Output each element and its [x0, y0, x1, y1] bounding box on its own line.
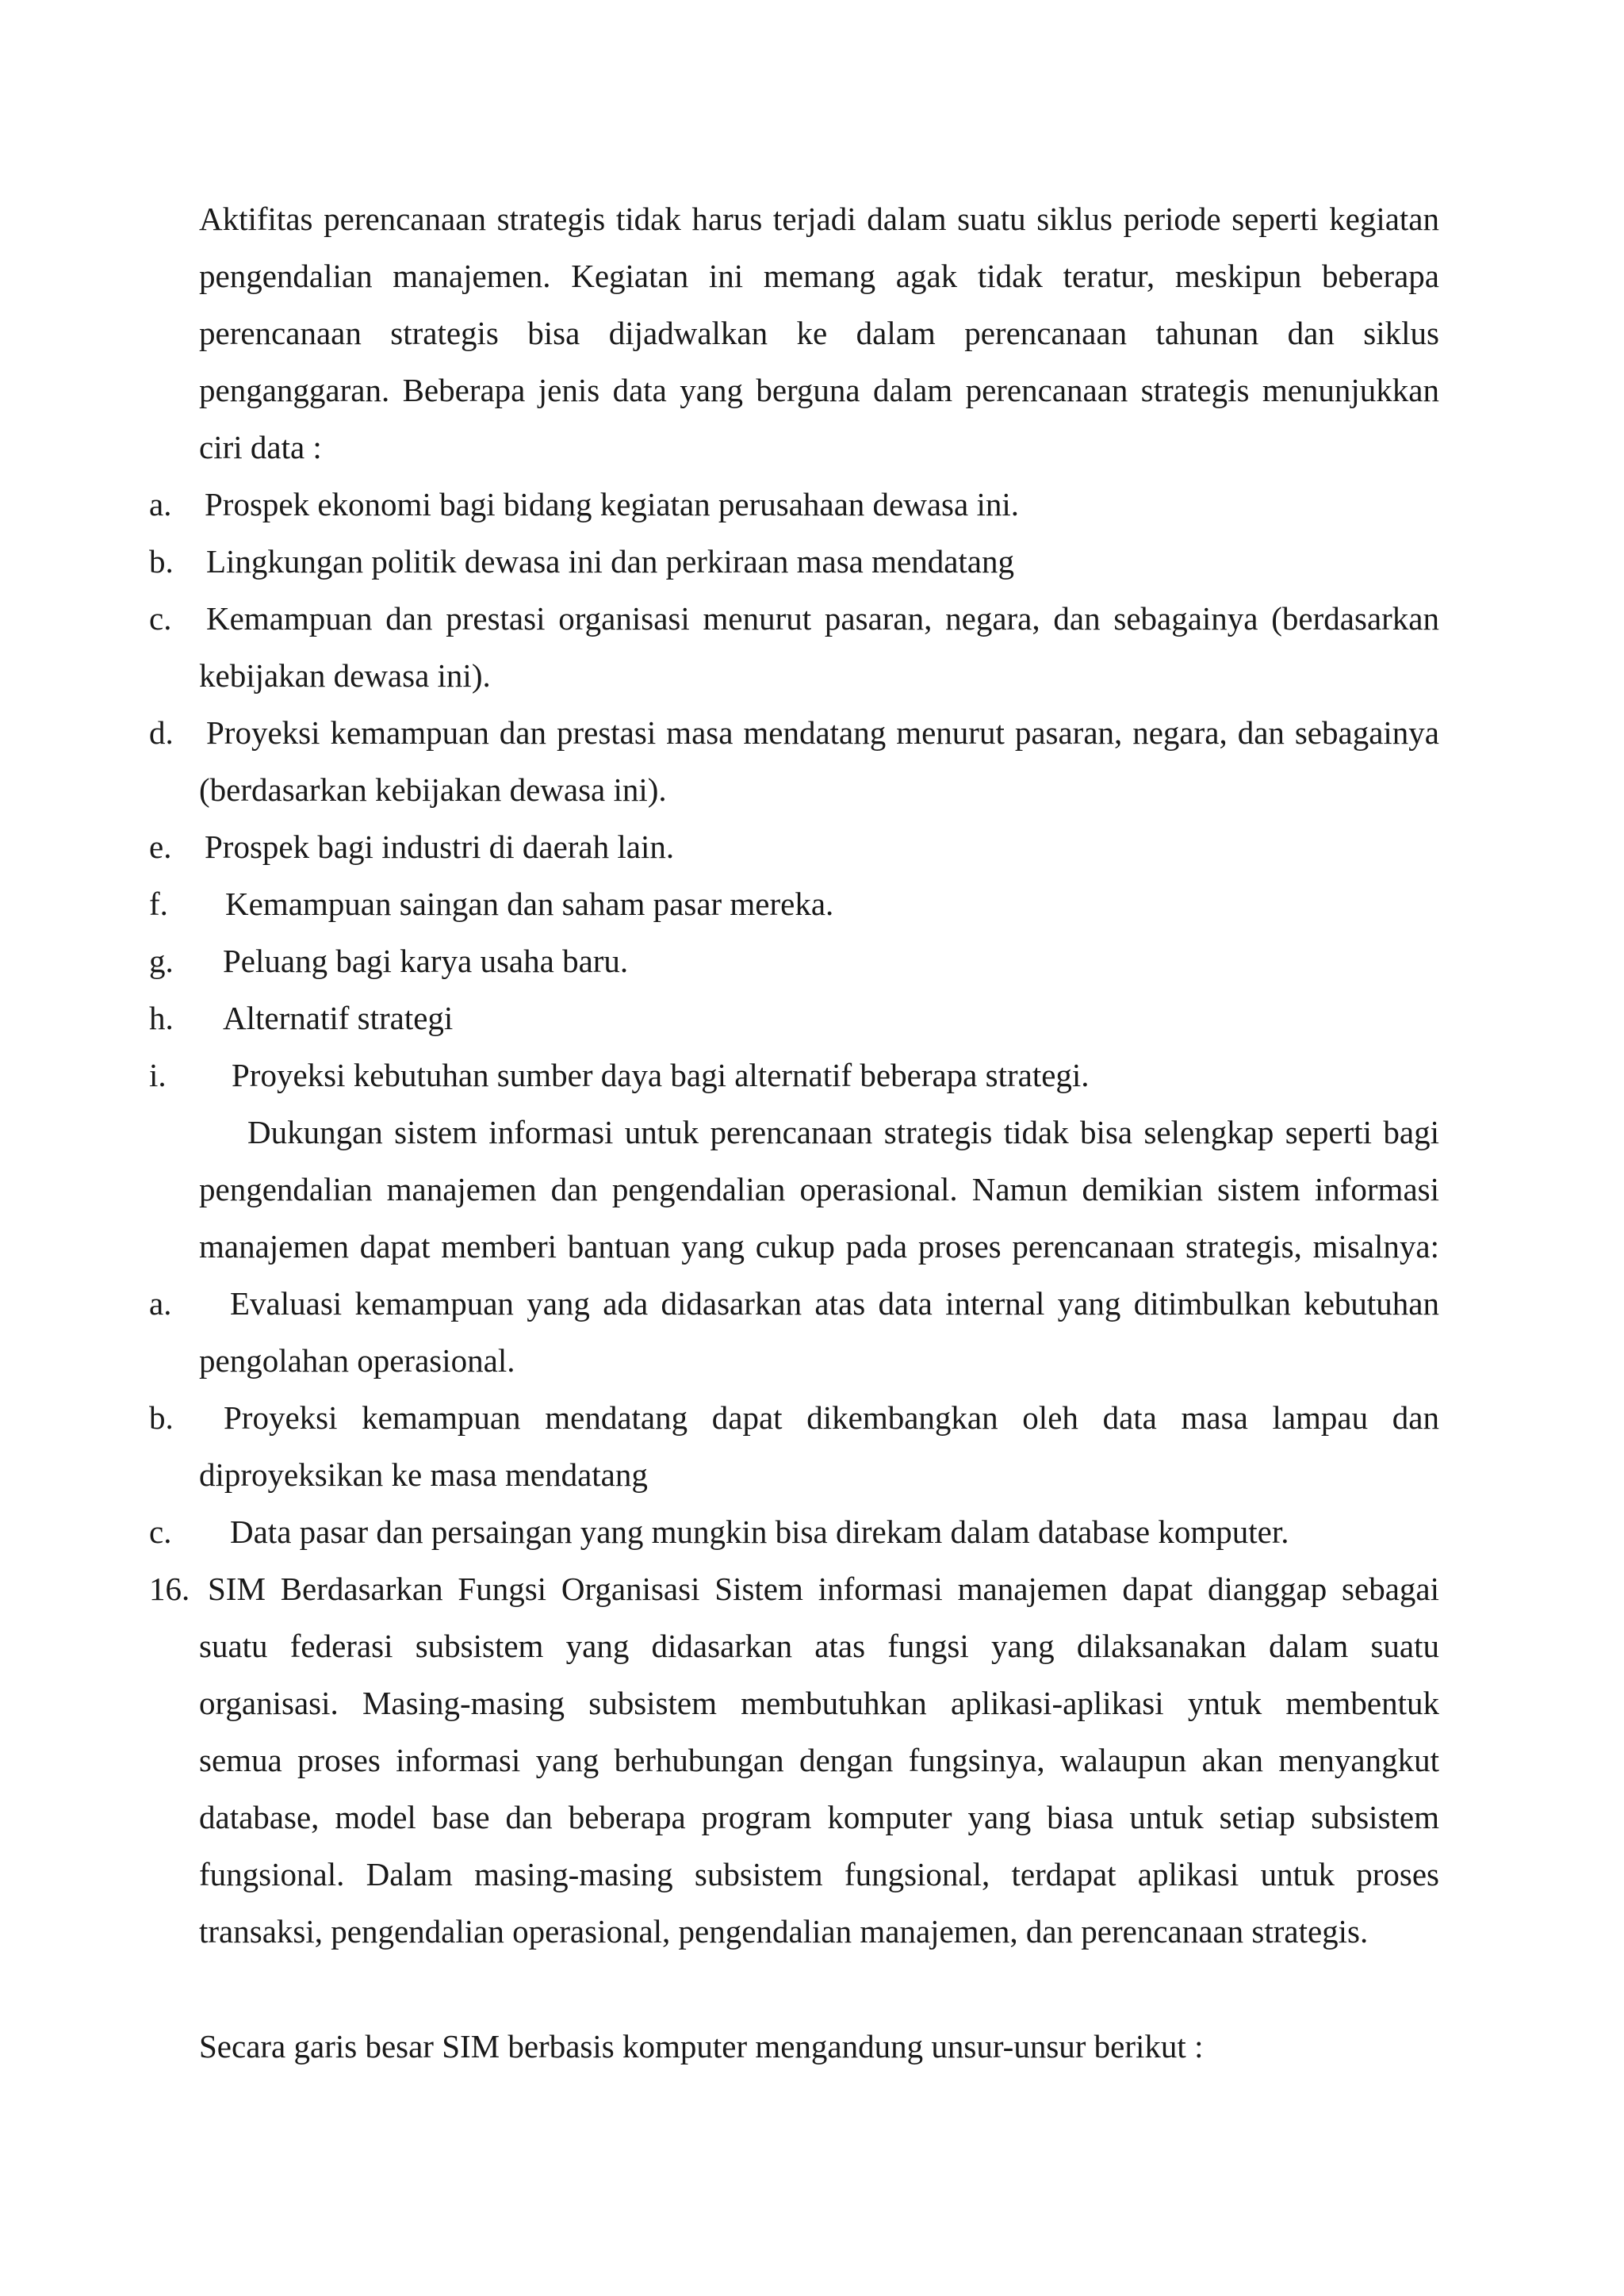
list2-marker-b: b. — [149, 1399, 174, 1436]
list1-item-d: Proyeksi kemampuan dan prestasi masa mendatang menurut pasaran, negara, dan sebagainya — [206, 714, 1439, 751]
list1-marker-b: b. — [149, 543, 174, 580]
para1-line: perencanaan strategis bisa dijadwalkan ke dalam perencanaan tahunan dan siklus — [199, 315, 1439, 351]
para1-line: penganggaran. Beberapa jenis data yang berguna dalam perencanaan strategis menunjukkan — [199, 372, 1439, 408]
para2-line: pengendalian manajemen dan pengendalian operasional. Namun demikian sistem informasi — [199, 1171, 1439, 1207]
list1-item-c-cont: kebijakan dewasa ini). — [199, 657, 491, 694]
list2-item-a: Evaluasi kemampuan yang ada didasarkan atas data internal yang ditimbulkan kebutuhan — [230, 1285, 1439, 1322]
list2-item-b: Proyeksi kemampuan mendatang dapat dikembangkan oleh data masa lampau dan — [224, 1399, 1439, 1436]
section16-line: fungsional. Dalam masing-masing subsistem fungsional, terdapat aplikasi untuk proses — [199, 1856, 1439, 1892]
list1-item-i: Proyeksi kebutuhan sumber daya bagi alternatif beberapa strategi. — [232, 1057, 1090, 1093]
section16-line: suatu federasi subsistem yang didasarkan atas fungsi yang dilaksanakan dalam suatu — [199, 1628, 1439, 1664]
list1-item-g: Peluang bagi karya usaha baru. — [223, 943, 629, 979]
para2-line: manajemen dapat memberi bantuan yang cukup pada proses perencanaan strategis, misalnya: — [199, 1228, 1439, 1265]
list1-marker-d: d. — [149, 714, 174, 751]
section16-line: database, model base dan beberapa program komputer yang biasa untuk setiap subsistem — [199, 1799, 1439, 1835]
list2-marker-c: c. — [149, 1513, 172, 1550]
list1-marker-c: c. — [149, 600, 172, 637]
list1-marker-g: g. — [149, 943, 174, 979]
para1-line: Aktifitas perencanaan strategis tidak harus terjadi dalam suatu siklus periode seperti kegiatan — [199, 201, 1439, 237]
section16-line: semua proses informasi yang berhubungan dengan fungsinya, walaupun akan menyangkut — [199, 1742, 1439, 1778]
list2-item-a-cont: pengolahan operasional. — [199, 1342, 515, 1379]
list1-marker-a: a. — [149, 486, 172, 522]
section16-line: transaksi, pengendalian operasional, pengendalian manajemen, dan perencanaan strategis. — [199, 1913, 1369, 1950]
list1-item-f: Kemampuan saingan dan saham pasar mereka. — [225, 886, 834, 922]
section16-line: organisasi. Masing-masing subsistem membutuhkan aplikasi-aplikasi yntuk membentuk — [199, 1685, 1439, 1721]
section-number: 16. — [149, 1571, 190, 1607]
list2-marker-a: a. — [149, 1285, 172, 1322]
list1-item-e: Prospek bagi industri di daerah lain. — [205, 828, 675, 865]
para1-line: ciri data : — [199, 429, 322, 465]
list1-marker-i: i. — [149, 1057, 167, 1093]
list1-item-c: Kemampuan dan prestasi organisasi menurut pasaran, negara, dan sebagainya (berdasarkan — [206, 600, 1439, 637]
list2-item-b-cont: diproyeksikan ke masa mendatang — [199, 1456, 648, 1493]
closing-line: Secara garis besar SIM berbasis komputer mengandung unsur-unsur berikut : — [199, 2028, 1204, 2064]
list1-marker-h: h. — [149, 1000, 174, 1036]
list1-item-d-cont: (berdasarkan kebijakan dewasa ini). — [199, 771, 667, 808]
para2-line: Dukungan sistem informasi untuk perencanaan strategis tidak bisa selengkap seperti bagi — [247, 1114, 1439, 1150]
para1-line: pengendalian manajemen. Kegiatan ini memang agak tidak teratur, meskipun beberapa — [199, 258, 1439, 294]
list1-item-a: Prospek ekonomi bagi bidang kegiatan perusahaan dewasa ini. — [205, 486, 1019, 522]
list1-item-b: Lingkungan politik dewasa ini dan perkiraan masa mendatang — [206, 543, 1014, 580]
list1-marker-e: e. — [149, 828, 172, 865]
list1-item-h: Alternatif strategi — [223, 1000, 454, 1036]
section16-line: SIM Berdasarkan Fungsi Organisasi Sistem informasi manajemen dapat dianggap sebagai — [208, 1571, 1439, 1607]
list2-item-c: Data pasar dan persaingan yang mungkin bisa direkam dalam database komputer. — [230, 1513, 1289, 1550]
list1-marker-f: f. — [149, 886, 168, 922]
